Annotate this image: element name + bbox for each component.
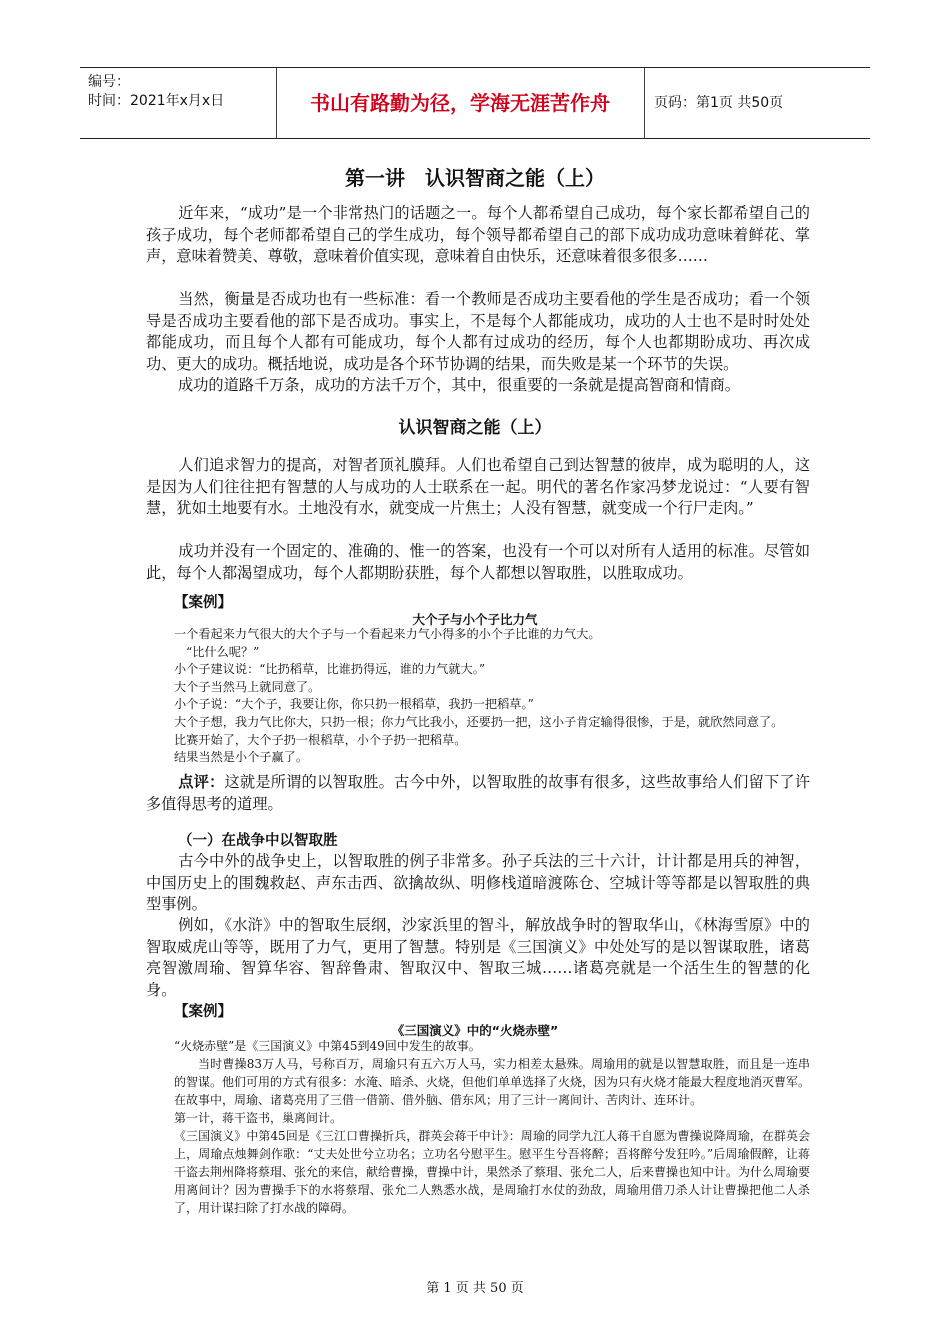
page-footer: 第 1 页 共 50 页 — [426, 1281, 524, 1296]
section2-paragraph-1: 古今中外的战争史上，以智取胜的例子非常多。孙子兵法的三十六计，计计都是用兵的神智，中国历史上的围魏救赵、声东击西、欲擒故纵、明修栈道暗渡陈仓、空城计等等都是以智取胜的典型事例。 — [146, 852, 810, 913]
case1-line: 大个子想，我力气比你大，只扔一根；你力气比我小，还要扔一把，这小子肯定输得很惨，于是，就欣然同意了。 — [174, 714, 784, 729]
case2-line: 在故事中，周瑜、诸葛亮用了三借一借箭、借外脑、借东风；用了三计一离间计、苦肉计、连环计。 — [174, 1093, 703, 1107]
case2-line: “火烧赤壁”是《三国演义》中第45到49回中发生的故事。 — [174, 1039, 481, 1053]
case1-line: 小个子建议说：“比扔稻草，比谁扔得远，谁的力气就大。” — [174, 662, 486, 677]
section1-paragraph-1: 人们追求智力的提高，对智者顶礼膜拜。人们也希望自己到达智慧的彼岸，成为聪明的人，这是因为人们往往把有智慧的人与成功的人士联系在一起。明代的著名作家冯梦龙说过：“人要有智慧，犹如土地要有水。土地没有水，就变成一片焦土；人没有智慧，就变成一个行尸走肉。” — [146, 456, 810, 517]
case1-line: 大个子当然马上就同意了。 — [174, 679, 321, 694]
case2-body — [174, 1037, 810, 1217]
case2-line: 《三国演义》中第45回是《三江口曹操折兵，群英会蒋干中计》：周瑜的同学九江人蒋干自愿为曹操说降周瑜，在群英会上，周瑜点烛舞剑作歌：“丈夫处世兮立功名；立功名兮慰平生。慰平生兮吾将醉；吾将醉兮发狂吟。”后周瑜假醉，让蒋干盗去荆州降将蔡瑁、张允的来信，献给曹操，曹操中计，果然杀了蔡瑁、张允二人，后来曹操也知中计。为什么周瑜要用离间计？因为曹操手下的水将蔡瑁、张允二人熟悉水战，是周瑜打水仗的劲敌，周瑜用借刀杀人计让曹操把他二人杀了，用计谋扫除了打水战的障碍。 — [174, 1129, 811, 1215]
case1-line: 小个子说：“大个子，我要让你，你只扔一根稻草，我扔一把稻草。” — [174, 697, 534, 712]
intro-paragraph-3: 成功的道路千万条，成功的方法千万个，其中，很重要的一条就是提高智商和情商。 — [178, 376, 740, 394]
comment-label: 点评： — [178, 773, 225, 791]
intro-paragraph-2: 当然，衡量是否成功也有一些标准：看一个教师是否成功主要看他的学生是否成功；看一个领导是否成功主要看他的部下是否成功。事实上，不是每个人都能成功，成功的人士也不是时时处处都能成功，而且每个人都有可能成功，每个人都有过成功的经历，每个人也都期盼成功、再次成功、更大的成功。概括地说，成功是各个环节协调的结果，而失败是某一个环节的失误。 — [146, 290, 810, 373]
case1-line: “比什么呢？” — [186, 644, 260, 659]
case1-line: 比赛开始了，大个子扔一根稻草，小个子扔一把稻草。 — [174, 732, 467, 747]
case1-line: 结果当然是小个子赢了。 — [174, 750, 309, 765]
number-label: 编号： — [88, 74, 130, 90]
section-heading: （一）在战争中以智取胜 — [178, 833, 338, 849]
date-label: 时间：2021年x月x日 — [88, 93, 225, 109]
section-subtitle: 认识智商之能（上） — [398, 418, 552, 438]
section1-paragraph-2: 成功并没有一个固定的、准确的、惟一的答案，也没有一个可以对所有人适用的标准。尽管如此，每个人都渴望成功，每个人都期盼获胜，每个人都想以智取胜，以胜取成功。 — [146, 542, 810, 582]
case1-label: 【案例】 — [174, 595, 232, 611]
section2-paragraph-2: 例如，《水浒》中的智取生辰纲，沙家浜里的智斗，解放战争时的智取华山，《林海雪原》中的智取威虎山等等，既用了力气，更用了智慧。特别是《三国演义》中处处写的是以智谋取胜，诸葛亮智激周瑜、智算华容、智辞鲁肃、智取汉中、智取三城……诸葛亮就是一个活生生的智慧的化身。 — [146, 916, 810, 999]
case2-line: 第一计，蒋干盗书，巢离间计。 — [174, 1111, 343, 1125]
header-meta-cell — [80, 68, 277, 138]
case1-title: 大个子与小个子比力气 — [412, 612, 538, 627]
header-motto: 书山有路勤为径，学海无涯苦作舟 — [276, 68, 645, 138]
header-page-info: 页码：第1页 共50页 — [654, 95, 784, 111]
case2-label: 【案例】 — [174, 1004, 232, 1020]
intro-paragraph-1: 近年来，“成功”是一个非常热门的话题之一。每个人都希望自己成功，每个家长都希望自己的孩子成功，每个老师都希望自己的学生成功，每个领导都希望自己的部下成功成功意味着鲜花、掌声，意味着赞美、尊敬，意味着价值实现，意味着自由快乐，还意味着很多很多…… — [146, 204, 810, 265]
case2-line: 当时曹操83万人马，号称百万，周瑜只有五六万人马，实力相差太悬殊。周瑜用的就是以智慧取胜，而且是一连串的智谋。他们可用的方式有很多：水淹、暗杀、火烧，但他们单单选择了火烧，因为只有火烧才能最大程度地消灭曹军。 — [174, 1057, 811, 1089]
case1-body — [174, 626, 810, 767]
lecture-title: 第一讲 认识智商之能（上） — [345, 166, 605, 190]
case1-comment: 点评：这就是所谓的以智取胜。古今中外，以智取胜的故事有很多，这些故事给人们留下了许多值得思考的道理。 — [146, 773, 811, 813]
header-table — [80, 67, 870, 139]
case2-title: 《三国演义》中的“火烧赤壁” — [391, 1023, 559, 1038]
case1-line: 一个看起来力气很大的大个子与一个看起来力气小得多的小个子比谁的力气大。 — [174, 627, 601, 641]
